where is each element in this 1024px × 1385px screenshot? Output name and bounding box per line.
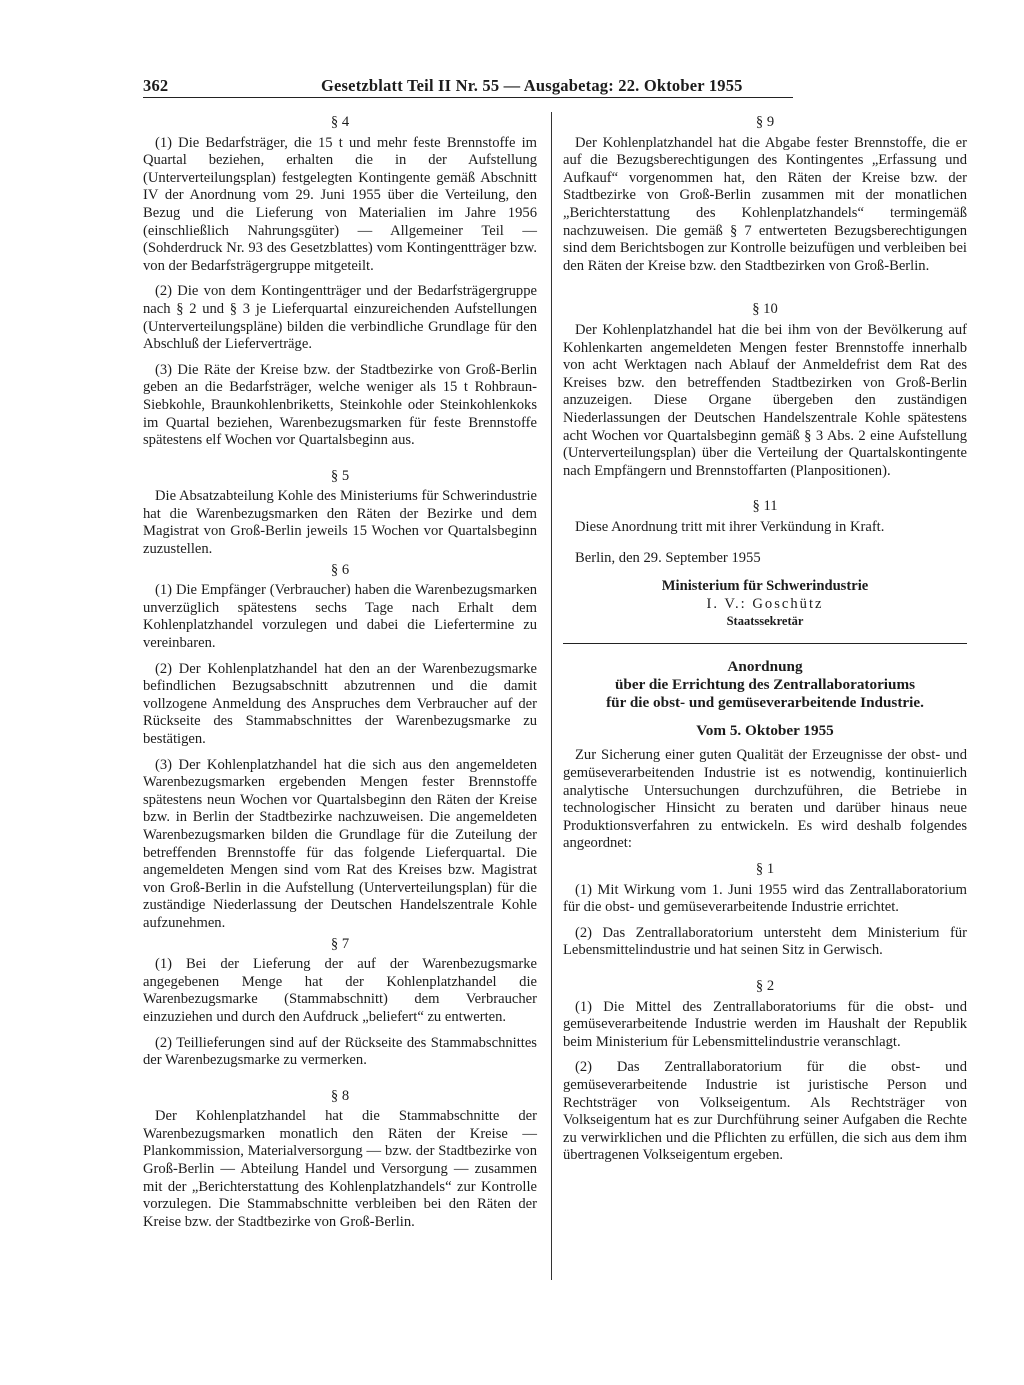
ministry-name: Ministerium für Schwerindustrie	[661, 578, 869, 595]
column-divider	[551, 112, 552, 1280]
paragraph: (2) Die von dem Kontingentträger und der Bedarfsträgergruppe nach § 2 und § 3 je Lieferquartal einzureichenden Aufstellungen (Unterverteilungspläne) bilden die verbindliche Grundlage für den Abschluß der Lieferverträge.	[143, 283, 537, 353]
section-rule	[563, 643, 967, 644]
section-heading: § 5	[330, 467, 350, 484]
section-heading: § 7	[330, 935, 350, 952]
section-heading: § 9	[755, 114, 775, 130]
section-heading: § 11	[752, 498, 778, 515]
paragraph: (2) Das Zentrallaboratorium für die obst- und gemüseverarbeitende Industrie ist juristische Person und Rechtsträger von Volkseigentum. Als Rechtsträger von Volkseigentum hat es zur Durchführung seiner Aufgaben die Rechte zu verwirklichen und die Pflichten zu erfüllen, die sich aus dem ihm übertragenen Volkseigentum ergeben.	[563, 1059, 967, 1164]
place-date: Berlin, den 29. September 1955	[575, 550, 761, 567]
paragraph: Der Kohlenplatzhandel hat die Abgabe fester Brennstoffe, die er auf die Bezugsberechtigungen des Kontingentes „Erfassung und Aufkauf“ vorgenommen hat, den Räten der Kreise bzw. der Stadtbezirke von Groß-Berlin zusammen mit der monatlichen „Berichterstattung des Kohlenplatzhandels“ termingemäß nachzuweisen. Die gemäß § 7 entwerteten Bezugsberechtigungen sind dem Berichtsbogen zur Kontrolle beizufügen und verbleiben bei den Räten der Kreise bzw. den Stadtbezirken von Groß-Berlin.	[563, 134, 967, 274]
preamble: Zur Sicherung einer guten Qualität der Erzeugnisse der obst- und gemüseverarbeitenden Industrie ist es notwendig, kontinuierlich analytische Untersuchungen durchzuführen, die Betriebe in technologischer Hinsicht zu beraten und darüber hinaus neue Produktionsverfahren zu entwickeln. Es wird deshalb folgendes angeordnet:	[563, 747, 967, 852]
page-header	[143, 76, 791, 98]
section-heading: § 8	[330, 1087, 350, 1104]
gazette-title: Gesetzblatt Teil II Nr. 55 — Ausgabetag: 22. Oktober 1955	[321, 76, 743, 95]
paragraph: (1) Die Empfänger (Verbraucher) haben die Warenbezugsmarken unverzüglich spätestens sechs Tage nach Erhalt dem Kohlenplatzhandel vorzulegen und dabei die Liefertermine zu vereinbaren.	[143, 582, 537, 652]
paragraph: (1) Mit Wirkung vom 1. Juni 1955 wird das Zentrallaboratorium für die obst- und gemüseverarbeitende Industrie errichtet.	[563, 881, 967, 916]
section-heading: § 1	[755, 861, 775, 877]
right-column	[563, 114, 967, 1168]
paragraph: (1) Bei der Lieferung der auf der Warenbezugsmarke angegebenen Menge hat der Kohlenplatzhandel die Warenbezugsmarke (Stammabschnitt) dem Verbraucher einzuziehen und durch den Aufdruck „beliefert“ zu entwerten.	[143, 956, 537, 1025]
paragraph: (1) Die Bedarfsträger, die 15 t und mehr feste Brennstoffe im Quartal beziehen, erhalten die in der Aufstellung (Unterverteilungsplan) festgelegten Kontingente gemäß Abschnitt IV der Anordnung vom 29. Juni 1955 über die Verteilung, den Bezug und die Lieferung von Materialien im Jahre 1956 (einschließlich Nahrungsgüter) — Allgemeiner Teil — (Sohderdruck Nr. 93 des Gesetzblattes) vom Kontingentträger bzw. von der Bedarfsträgergruppe mitgeteilt.	[143, 134, 537, 274]
paragraph: (2) Der Kohlenplatzhandel hat den an der Warenbezugsmarke befindlichen Bezugsabschnitt abzutrennen und die damit vollzogene Anmeldung des Anspruches dem Verbraucher auf der Rückseite des Stammabschnittes der Warenbezugsmarke zu bestätigen.	[143, 660, 537, 747]
paragraph: Der Kohlenplatzhandel hat die bei ihm von der Bevölkerung auf Kohlenkarten angemeldeten Mengen fester Brennstoffe innerhalb von acht Werktagen nach Ablauf der Anmeldefrist dem Rat des Kreises bzw. den betreffenden Stadtbezirken von Groß-Berlin anzuzeigen. Diese Organe übergeben den zuständigen Niederlassungen der Deutschen Handelszentrale Kohle spätestens acht Wochen vor Quartalsbeginn gemäß § 3 Abs. 2 eine Aufstellung (Unterverteilungsplan) über die Verteilung der Quartalskontingente nach Empfängern und Brennstoffarten (Planpositionen).	[563, 321, 967, 479]
section-heading: § 10	[752, 301, 778, 318]
paragraph: (2) Teillieferungen sind auf der Rückseite des Stammabschnittes der Warenbezugsmarke zu vermerken.	[143, 1034, 537, 1069]
section-heading: § 4	[330, 114, 350, 130]
paragraph: Der Kohlenplatzhandel hat die Stammabschnitte der Warenbezugsmarken monatlich den Räten der Kreise — Plankommission, Materialversorgung — bzw. der Stadtbezirke von Groß-Berlin — Abteilung Handel und Versorgung — zusammen mit der „Berichterstattung des Kohlenplatzhandels“ zur Kontrolle vorzulegen. Die Stammabschnitte verbleiben bei den Räten der Kreise bzw. der Stadtbezirke von Groß-Berlin.	[143, 1108, 537, 1230]
paragraph: (3) Der Kohlenplatzhandel hat die sich aus den angemeldeten Warenbezugsmarken ergebenden Mengen fester Brennstoffe spätestens neun Wochen vor Quartalsbeginn den Räten der Kreise bzw. in Berlin der Stadtbezirke nachzuweisen. Die angemeldeten Warenbezugsmarken bilden die Grundlage für die Zuteilung der betreffenden Brennstoffe für das folgende Lieferquartal. Die angemeldeten Mengen sind vom Rat des Kreises bzw. Magistrat von Groß-Berlin in die Aufstellung (Unterverteilungsplan) für die zuständige Niederlassung der Deutschen Handelszentrale Kohle aufzunehmen.	[143, 756, 537, 931]
section-heading: § 6	[330, 561, 350, 578]
heading-line: für die obst- und gemüseverarbeitende Industrie.	[606, 693, 924, 711]
paragraph: (3) Die Räte der Kreise bzw. der Stadtbezirke von Groß-Berlin geben an die Bedarfsträger, welche weniger als 15 t Rohbraun-Siebkohle, Braunkohlenbriketts, Steinkohle oder Steinkohlenkoks im Quartal beziehen, Warenbezugsmarken für feste Brennstoffe spätestens elf Wochen vor Quartalsbeginn aus.	[143, 361, 537, 449]
header-rule	[143, 97, 793, 98]
signer-title: Staatssekretär	[726, 614, 804, 629]
paragraph: Die Absatzabteilung Kohle des Ministeriums für Schwerindustrie hat die Warenbezugsmarken den Räten der Bezirke und dem Magistrat von Groß-Berlin jeweils 15 Wochen vor Quartalsbeginn zuzustellen.	[143, 488, 537, 558]
section-heading: § 2	[755, 977, 775, 994]
page-number: 362	[143, 76, 169, 95]
paragraph: (1) Die Mittel des Zentrallaboratoriums für die obst- und gemüseverarbeitende Industrie werden im Haushalt der Republik beim Ministerium für Lebensmittelindustrie veranschlagt.	[563, 998, 967, 1050]
left-column	[143, 114, 537, 1234]
heading-line: über die Errichtung des Zentrallaboratoriums	[614, 675, 916, 693]
paragraph: Diese Anordnung tritt mit ihrer Verkündung in Kraft.	[575, 518, 885, 535]
ordinance-heading	[563, 658, 967, 712]
heading-line: Anordnung	[727, 657, 803, 675]
ordinance-date: Vom 5. Oktober 1955	[696, 721, 834, 739]
signer: I. V.: Goschütz	[706, 595, 824, 612]
paragraph: (2) Das Zentrallaboratorium untersteht dem Ministerium für Lebensmittelindustrie und hat seinen Sitz in Gerwisch.	[563, 924, 967, 959]
